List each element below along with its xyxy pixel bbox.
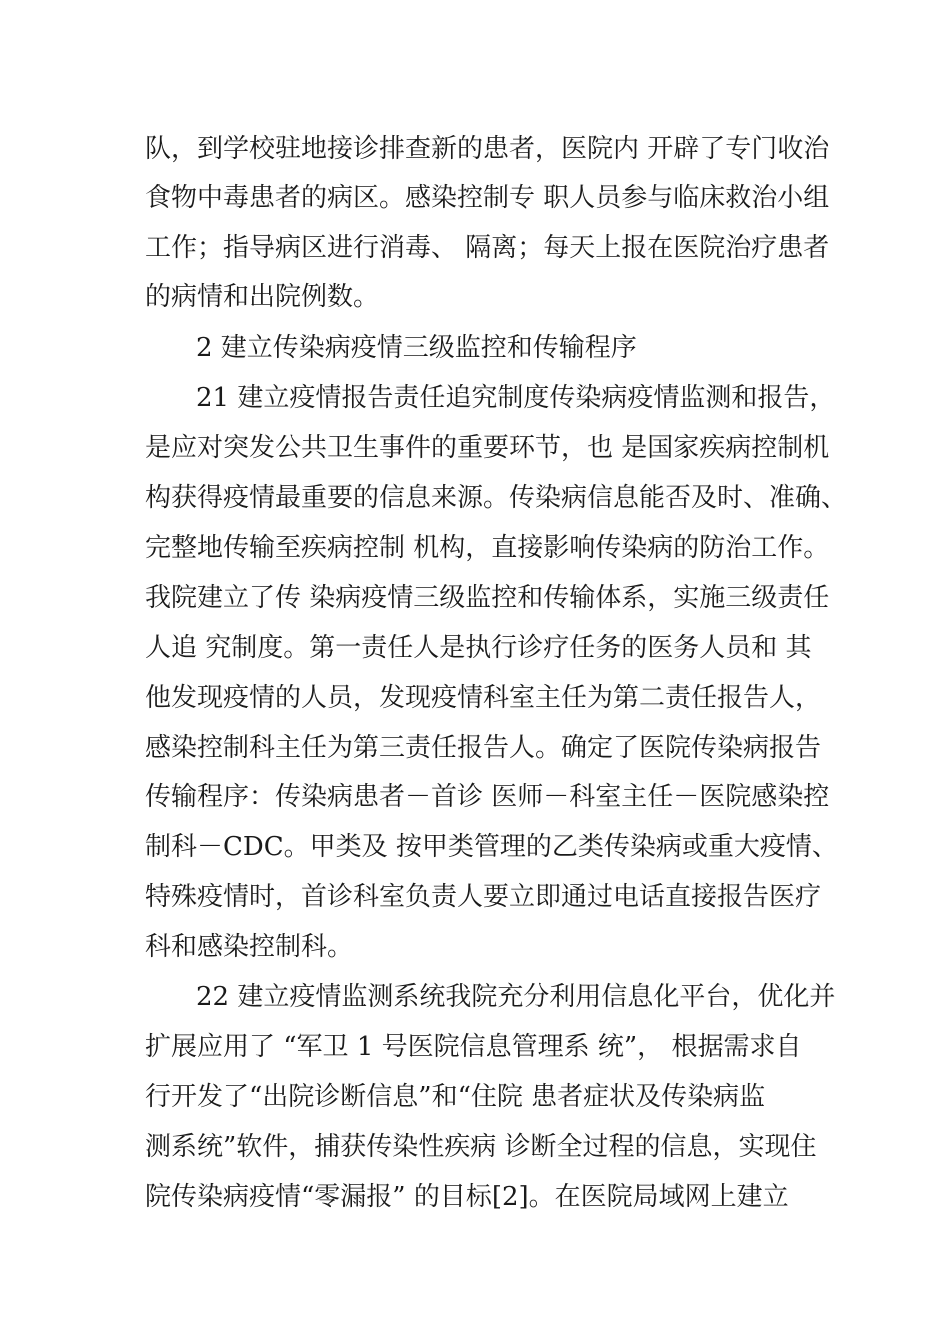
text-line: 队，到学校驻地接诊排查新的患者，医院内 开辟了专门收治 <box>145 134 830 164</box>
text-line: 的病情和出院例数。 <box>145 282 380 312</box>
text-line: 科和感染控制科。 <box>145 932 354 962</box>
text-line: 是应对突发公共卫生事件的重要环节，也 是国家疾病控制机 <box>145 433 830 463</box>
text-line: 感染控制科主任为第三责任报告人。确定了医院传染病报告 <box>145 733 822 763</box>
text-line: 院传染病疫情“零漏报” 的目标[2]。在医院局域网上建立 <box>145 1182 789 1212</box>
text-line: 完整地传输至疾病控制 机构，直接影响传染病的防治工作。 <box>145 533 830 563</box>
section-heading: 2 建立传染病疫情三级监控和传输程序 <box>196 333 637 363</box>
text-line: 人追 究制度。第一责任人是执行诊疗任务的医务人员和 其 <box>145 633 812 663</box>
text-line: 食物中毒患者的病区。感染控制专 职人员参与临床救治小组 <box>145 183 830 213</box>
text-line: 构获得疫情最重要的信息来源。传染病信息能否及时、准确、 <box>145 483 848 513</box>
text-line: 我院建立了传 染病疫情三级监控和传输体系，实施三级责任 <box>145 583 830 613</box>
text-line: 特殊疫情时，首诊科室负责人要立即通过电话直接报告医疗 <box>145 882 822 912</box>
text-line: 传输程序：传染病患者－首诊 医师－科室主任－医院感染控 <box>145 782 830 812</box>
text-line: 测系统”软件，捕获传染性疾病 诊断全过程的信息，实现住 <box>145 1132 817 1162</box>
text-line: 扩展应用了 “军卫 1 号医院信息管理系 统”， 根据需求自 <box>145 1032 802 1062</box>
subsection-heading-line: 22 建立疫情监测系统我院充分利用信息化平台，优化并 <box>196 982 836 1012</box>
text-line: 制科－CDC。甲类及 按甲类管理的乙类传染病或重大疫情、 <box>145 832 838 862</box>
text-line: 工作；指导病区进行消毒、 隔离；每天上报在医院治疗患者 <box>145 233 830 263</box>
subsection-heading-line: 21 建立疫情报告责任追究制度传染病疫情监测和报告， <box>196 383 836 413</box>
text-line: 他发现疫情的人员，发现疫情科室主任为第二责任报告人， <box>145 683 822 713</box>
text-line: 行开发了“出院诊断信息”和“住院 患者症状及传染病监 <box>145 1082 766 1112</box>
